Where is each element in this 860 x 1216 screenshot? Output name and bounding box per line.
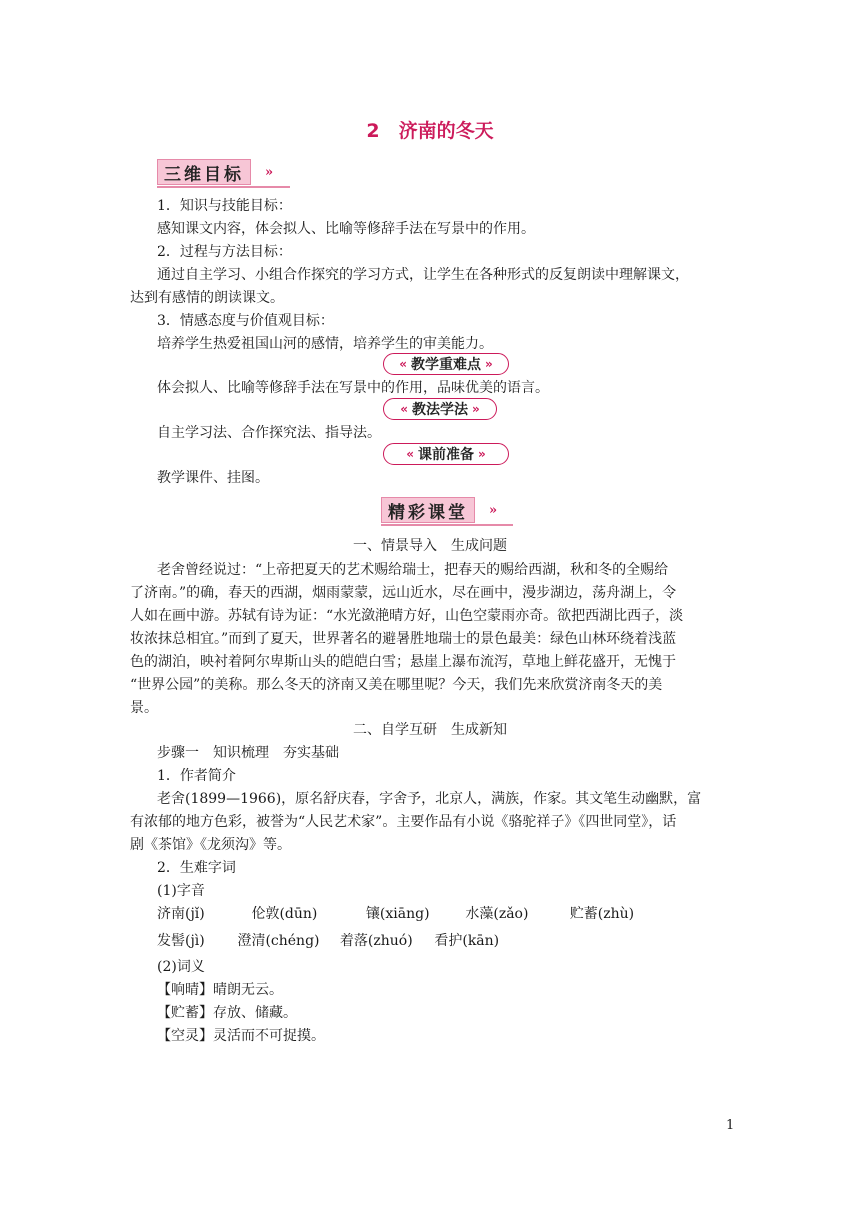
ziyin-title: (1)字音	[157, 883, 205, 899]
jiaofa-text: 自主学习法、合作探究法、指导法。	[157, 425, 381, 441]
chevron-left-icon: «	[399, 357, 407, 371]
section-label: 精彩课堂	[381, 497, 475, 523]
ziyin-row-2	[157, 931, 524, 951]
chevron-right-icon: »	[478, 447, 486, 461]
ziyin-item: 着落(zhuó)	[339, 933, 413, 949]
goal-2-title: 2．过程与方法目标：	[157, 244, 292, 260]
intro-line-6: “世界公园”的美称。那么冬天的济南又美在哪里呢？今天，我们先来欣赏济南冬天的美	[130, 677, 663, 693]
part-2-title: 二、自学互研 生成新知	[353, 722, 507, 738]
section-label: 三维目标	[157, 159, 251, 185]
ziyin-item: 发髻(jì)	[157, 933, 205, 949]
ciyi-item-2: 【贮蓄】存放、储藏。	[157, 1005, 297, 1021]
ciyi-item-1: 【响晴】晴朗无云。	[157, 982, 283, 998]
intro-line-3: 人如在画中游。苏轼有诗为证：“水光潋滟晴方好，山色空蒙雨亦奇。欲把西湖比西子，淡	[130, 608, 684, 624]
author-title: 1．作者简介	[157, 768, 236, 784]
pill-label: 教法学法	[412, 402, 468, 418]
chevron-right-icon: »	[485, 357, 493, 371]
kechian-text: 教学课件、挂图。	[157, 470, 269, 486]
step-1-heading: 步骤一 知识梳理 夯实基础	[157, 745, 339, 761]
goal-3-text: 培养学生热爱祖国山河的感情，培养学生的审美能力。	[157, 336, 493, 352]
ziyin-item: 水藻(zǎo)	[465, 906, 529, 922]
pill-heading-kechian	[383, 443, 509, 465]
pill-label: 课前准备	[418, 447, 474, 463]
section-heading-sanwei	[157, 158, 273, 186]
ziyin-item: 看护(kān)	[434, 933, 500, 949]
pill-heading-jiaofa	[383, 398, 497, 420]
intro-line-5: 色的湖泊，映衬着阿尔卑斯山头的皑皑白雪；悬崖上瀑布流泻，草地上鲜花盛开，无愧于	[130, 654, 676, 670]
goal-2-text-2: 达到有感情的朗读课文。	[130, 290, 284, 306]
ziyin-item: 伦敦(dūn)	[251, 906, 318, 922]
zhongnan-text: 体会拟人、比喻等修辞手法在写景中的作用，品味优美的语言。	[157, 380, 549, 396]
intro-line-1: 老舍曾经说过：“上帝把夏天的艺术赐给瑞士，把春天的赐给西湖，秋和冬的全赐给	[157, 562, 669, 578]
part-1-title: 一、情景导入 生成问题	[353, 538, 507, 554]
ciyi-title: (2)词义	[157, 959, 205, 975]
double-arrow-icon: »	[265, 164, 274, 180]
author-line-1: 老舍(1899—1966)，原名舒庆春，字舍予，北京人，满族，作家。其文笔生动幽默，富	[157, 791, 702, 807]
ziyin-item: 贮蓄(zhù)	[569, 906, 635, 922]
pill-heading-zhongnan	[383, 353, 509, 375]
chevron-left-icon: «	[400, 402, 408, 416]
goal-2-text-1: 通过自主学习、小组合作探究的学习方式，让学生在各种形式的反复朗读中理解课文，	[157, 267, 689, 283]
double-arrow-icon: »	[489, 502, 498, 518]
intro-line-7: 景。	[130, 700, 158, 716]
section-underline	[381, 524, 513, 526]
ciyi-item-3: 【空灵】灵活而不可捉摸。	[157, 1028, 325, 1044]
chevron-right-icon: »	[472, 402, 480, 416]
ziyin-item: 济南(jǐ)	[157, 906, 205, 922]
intro-line-4: 妆浓抹总相宜。”而到了夏天，世界著名的避暑胜地瑞士的景色最美：绿色山林环绕着浅蓝	[130, 631, 677, 647]
author-line-3: 剧《茶馆》《龙须沟》等。	[130, 837, 291, 853]
lesson-title: 2 济南的冬天	[366, 120, 494, 142]
goal-3-title: 3．情感态度与价值观目标：	[157, 313, 334, 329]
vocab-title: 2．生难字词	[157, 860, 236, 876]
section-underline	[157, 186, 290, 188]
page-number: 1	[726, 1118, 735, 1133]
ziyin-item: 镶(xiāng)	[365, 906, 430, 922]
author-line-2: 有浓郁的地方色彩，被誉为“人民艺术家”。主要作品有小说《骆驼祥子》《四世同堂》，话	[130, 814, 677, 830]
goal-1-text: 感知课文内容，体会拟人、比喻等修辞手法在写景中的作用。	[157, 221, 535, 237]
section-heading-jingcai	[381, 496, 497, 524]
pill-label: 教学重难点	[411, 357, 481, 373]
goal-1-title: 1．知识与技能目标：	[157, 198, 292, 214]
ziyin-item: 澄清(chéng)	[237, 933, 320, 949]
ziyin-row-1	[157, 904, 670, 924]
chevron-left-icon: «	[406, 447, 414, 461]
intro-line-2: 了济南。”的确，春天的西湖，烟雨蒙蒙，远山近水，尽在画中，漫步湖边，荡舟湖上，令	[130, 585, 677, 601]
